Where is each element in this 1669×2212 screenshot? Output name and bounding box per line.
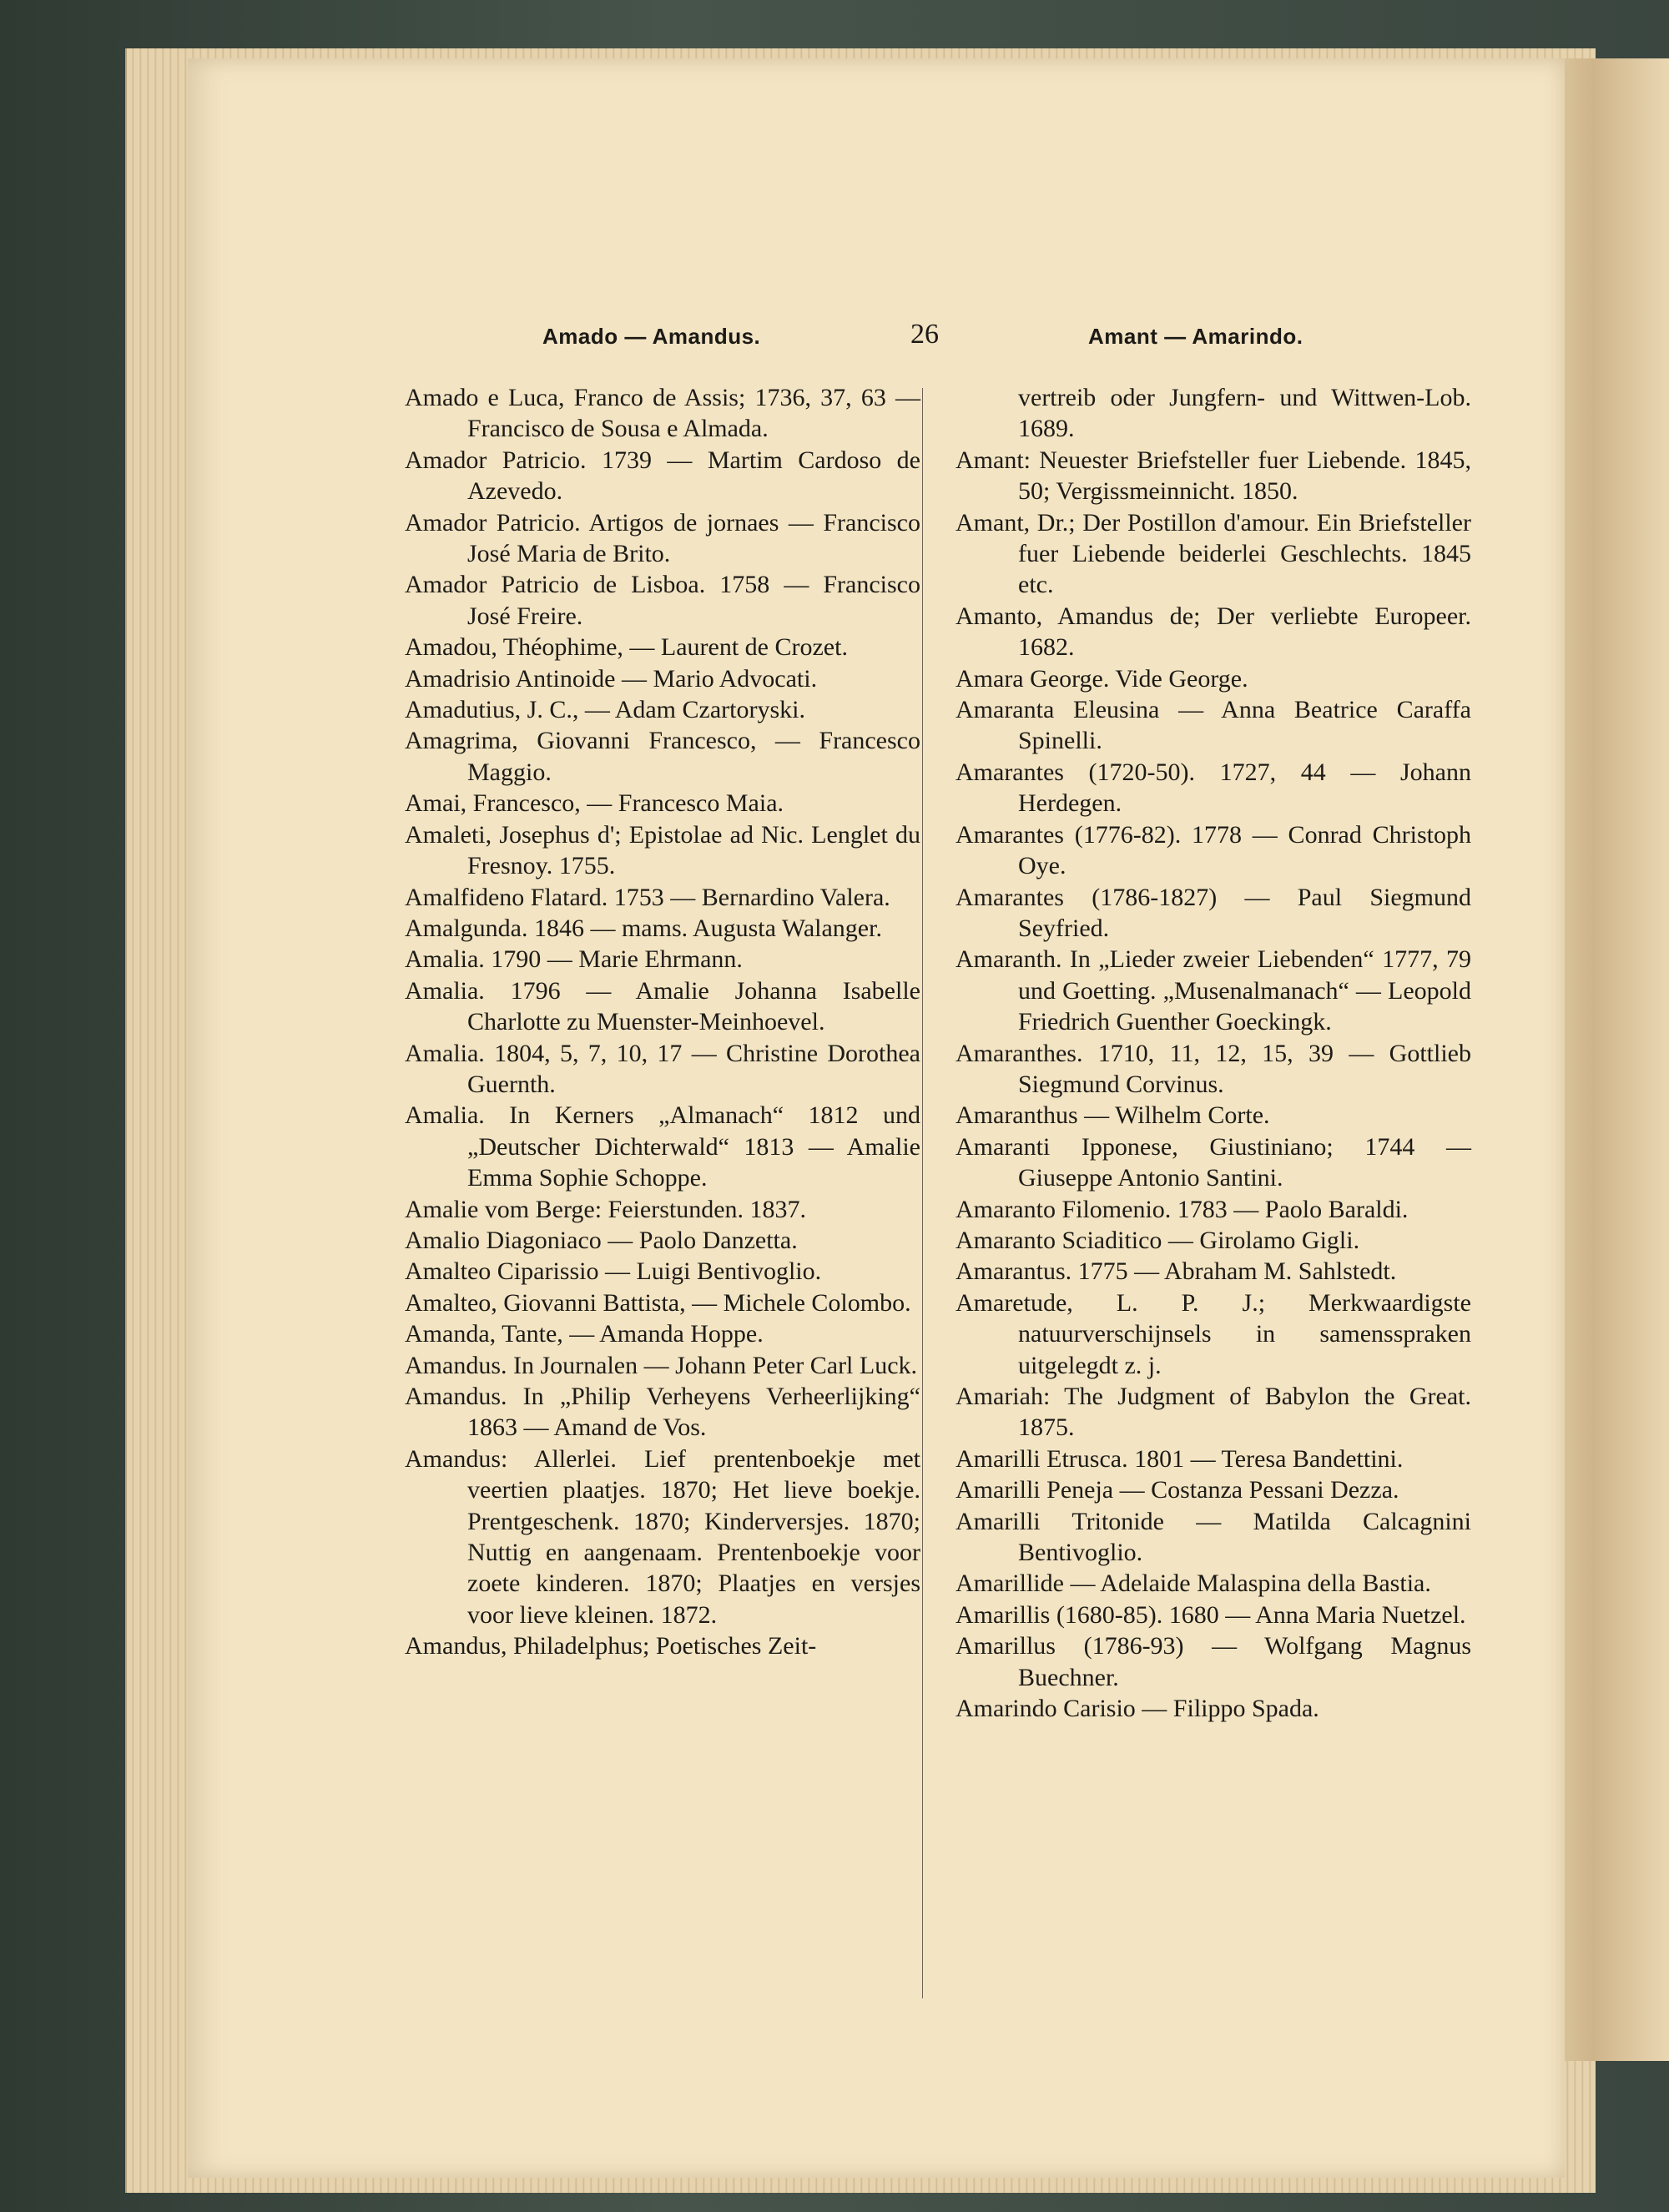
right-page-edge <box>1561 58 1669 2061</box>
left-column <box>405 382 920 1662</box>
entry: Amaranto Filomenio. 1783 — Paolo Baraldi. <box>956 1195 1409 1223</box>
entry: Amalia. 1796 — Amalie Johanna Isabelle Charlotte zu Muenster-Meinhoevel. <box>405 976 920 1036</box>
entry: Amaranthes. 1710, 11, 12, 15, 39 — Gottlieb Siegmund Corvinus. <box>956 1039 1471 1098</box>
entry: Amarantes (1776-82). 1778 — Conrad Christoph Oye. <box>956 820 1471 880</box>
entry: Amaranta Eleusina — Anna Beatrice Caraffa Spinelli. <box>956 696 1471 755</box>
page-number: 26 <box>910 319 939 350</box>
entry: Amalio Diagoniaco — Paolo Danzetta. <box>405 1226 798 1254</box>
entry: Amant: Neuester Briefsteller fuer Liebende. 1845, 50; Vergissmeinnicht. 1850. <box>956 446 1471 506</box>
entry: Amalia. 1790 — Marie Ehrmann. <box>405 945 743 974</box>
entry: Amalgunda. 1846 — mams. Augusta Walanger. <box>405 914 882 942</box>
entry: Amariah: The Judgment of Babylon the Great. 1875. <box>956 1383 1471 1442</box>
entry: Amagrima, Giovanni Francesco, — Francesco Maggio. <box>405 727 920 786</box>
entry: Amanto, Amandus de; Der verliebte Europeer. 1682. <box>956 602 1471 662</box>
entry: Amarantes (1786-1827) — Paul Siegmund Seyfried. <box>956 883 1471 942</box>
entry: Amant, Dr.; Der Postillon d'amour. Ein Briefsteller fuer Liebende beiderlei Geschlechts. 1845 etc. <box>956 508 1471 599</box>
entry: vertreib oder Jungfern- und Wittwen-Lob. 1689. <box>1018 384 1471 443</box>
right-column <box>956 382 1471 1724</box>
entry: Amarindo Carisio — Filippo Spada. <box>956 1695 1319 1723</box>
entry: Amarilli Peneja — Costanza Pessani Dezza. <box>956 1476 1399 1504</box>
header-right: Amant — Amarindo. <box>1088 324 1303 349</box>
entry: Amandus. In Journalen — Johann Peter Carl Luck. <box>405 1351 918 1379</box>
entry: Amador Patricio. 1739 — Martim Cardoso de Azevedo. <box>405 446 920 506</box>
entry: Amara George. Vide George. <box>956 664 1248 693</box>
entry: Amarillide — Adelaide Malaspina della Bastia. <box>956 1570 1431 1598</box>
running-header <box>188 319 1565 357</box>
entry: Amalteo, Giovanni Battista, — Michele Colombo. <box>405 1288 911 1317</box>
entry: Amaleti, Josephus d'; Epistolae ad Nic. Lenglet du Fresnoy. 1755. <box>405 820 920 880</box>
entry: Amanda, Tante, — Amanda Hoppe. <box>405 1320 764 1348</box>
entry: Amarantus. 1775 — Abraham M. Sahlstedt. <box>956 1257 1397 1286</box>
entry: Amandus. In „Philip Verheyens Verheerlijking“ 1863 — Amand de Vos. <box>405 1383 920 1442</box>
entry: Amarillis (1680-85). 1680 — Anna Maria Nuetzel. <box>956 1600 1466 1629</box>
entry: Amaretude, L. P. J.; Merkwaardigste natuurverschijnsels in samensspraken uitgelegdt z. j. <box>956 1288 1471 1379</box>
entry: Amador Patricio de Lisboa. 1758 — Francisco José Freire. <box>405 571 920 630</box>
entry: Amaranti Ipponese, Giustiniano; 1744 — Giuseppe Antonio Santini. <box>956 1132 1471 1192</box>
entry: Amandus: Allerlei. Lief prentenboekje met veertien plaatjes. 1870; Het lieve boekje. Prentgeschenk. 1870; Kinderversjes. 1870; Nuttig en aangenaam. Prentenboekje voor zoete kinderen. 1870; Plaatjes en versjes voor lieve kleinen. 1872. <box>405 1444 920 1629</box>
entry: Amadou, Théophime, — Laurent de Crozet. <box>405 633 848 662</box>
entry: Amai, Francesco, — Francesco Maia. <box>405 789 784 818</box>
entry: Amaranthus — Wilhelm Corte. <box>956 1101 1270 1130</box>
entry: Amarilli Etrusca. 1801 — Teresa Bandettini. <box>956 1444 1404 1473</box>
column-divider <box>922 388 923 1998</box>
entry: Amarillus (1786-93) — Wolfgang Magnus Buechner. <box>956 1632 1471 1691</box>
entry: Amaranto Sciaditico — Girolamo Gigli. <box>956 1226 1360 1254</box>
entry: Amarantes (1720-50). 1727, 44 — Johann Herdegen. <box>956 758 1471 818</box>
entry: Amalia. 1804, 5, 7, 10, 17 — Christine Dorothea Guernth. <box>405 1039 920 1098</box>
entry: Amalia. In Kerners „Almanach“ 1812 und „Deutscher Dichterwald“ 1813 — Amalie Emma Sophie Schoppe. <box>405 1101 920 1192</box>
entry: Amado e Luca, Franco de Assis; 1736, 37, 63 — Francisco de Sousa e Almada. <box>405 384 920 443</box>
entry: Amalteo Ciparissio — Luigi Bentivoglio. <box>405 1257 822 1286</box>
entry: Amadrisio Antinoide — Mario Advocati. <box>405 664 818 693</box>
entry: Amalfideno Flatard. 1753 — Bernardino Valera. <box>405 883 890 911</box>
entry: Amalie vom Berge: Feierstunden. 1837. <box>405 1195 807 1223</box>
entry: Amador Patricio. Artigos de jornaes — Francisco José Maria de Brito. <box>405 508 920 568</box>
entry: Amarilli Tritonide — Matilda Calcagnini Bentivoglio. <box>956 1507 1471 1567</box>
entry: Amandus, Philadelphus; Poetisches Zeit- <box>405 1632 817 1660</box>
entry: Amadutius, J. C., — Adam Czartoryski. <box>405 696 805 724</box>
header-left: Amado — Amandus. <box>542 324 761 349</box>
entry: Amaranth. In „Lieder zweier Liebenden“ 1777, 79 und Goetting. „Musenalmanach“ — Leopold Friedrich Guenther Goeckingk. <box>956 945 1471 1036</box>
book-page <box>188 58 1565 2178</box>
